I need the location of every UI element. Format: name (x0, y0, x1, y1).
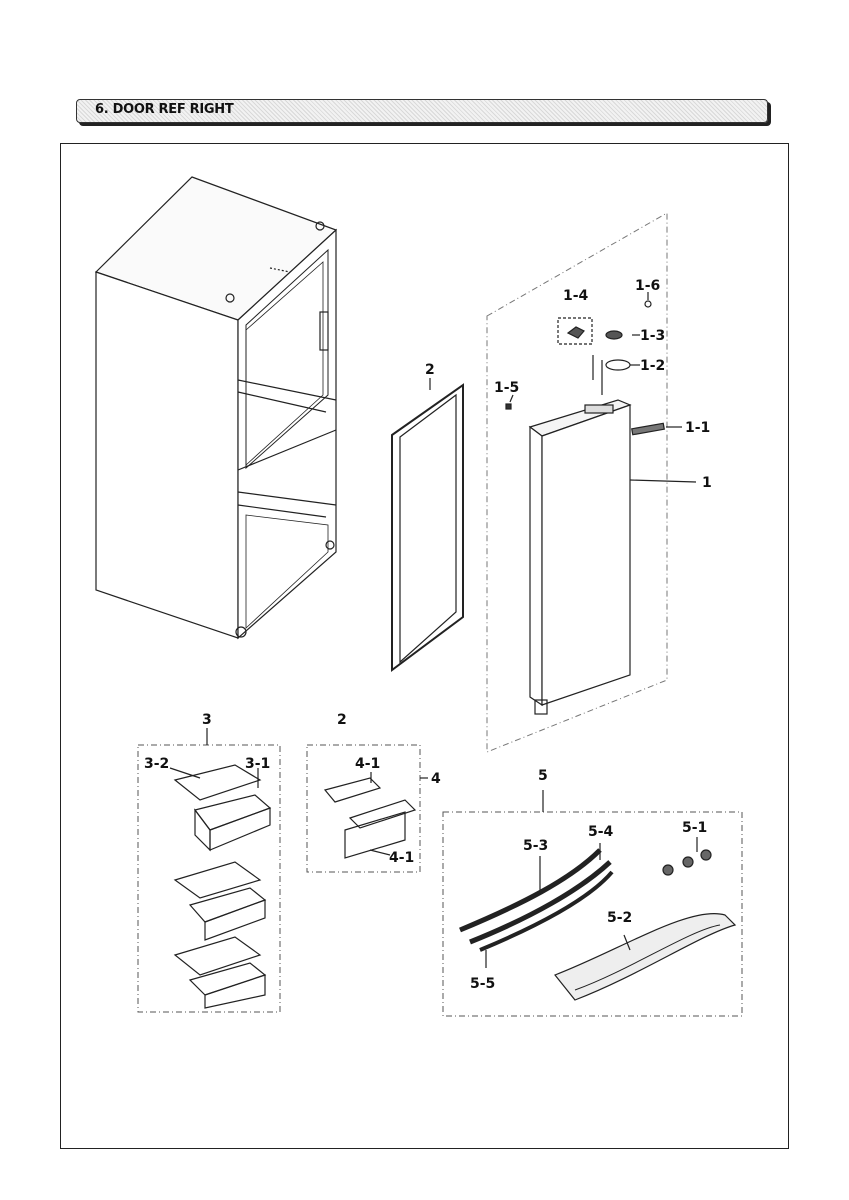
door-gasket (392, 385, 463, 670)
label-2-gasket: 2 (425, 362, 435, 378)
screw-1-5 (506, 404, 511, 409)
hinge-1-2 (593, 355, 630, 395)
label-1-5: 1-5 (494, 380, 520, 396)
screw-1-6 (645, 301, 651, 307)
label-1-3: 1-3 (640, 328, 666, 344)
label-5-3: 5-3 (523, 838, 549, 854)
hinge-cover-1-4 (558, 318, 592, 344)
refrigerator-cabinet (96, 177, 336, 638)
label-5-5: 5-5 (470, 976, 496, 992)
shelf-5-2 (555, 914, 735, 1000)
section-title: 6. DOOR REF RIGHT (95, 102, 234, 117)
label-1-1: 1-1 (685, 420, 711, 436)
refrigerator-door (530, 400, 630, 714)
label-5-1: 5-1 (682, 820, 708, 836)
hinge-1-3 (606, 331, 622, 339)
label-1-2: 1-2 (640, 358, 666, 374)
label-5-2: 5-2 (607, 910, 633, 926)
fasteners-5-1 (663, 850, 711, 875)
label-1-4: 1-4 (563, 288, 589, 304)
label-4-1-bottom: 4-1 (389, 850, 415, 866)
label-3: 3 (202, 712, 212, 728)
handle-part-1-1 (632, 423, 665, 434)
label-3-1: 3-1 (245, 756, 271, 772)
label-3-2: 3-2 (144, 756, 170, 772)
label-1: 1 (702, 475, 712, 491)
label-2-bottom: 2 (337, 712, 347, 728)
tubes-5-3-5-4 (460, 850, 612, 950)
label-5: 5 (538, 768, 548, 784)
label-1-6: 1-6 (635, 278, 661, 294)
door-guard-3-1 (175, 765, 270, 1008)
label-5-4: 5-4 (588, 824, 614, 840)
label-4-1-top: 4-1 (355, 756, 381, 772)
label-4: 4 (431, 771, 441, 787)
guard-4-1 (325, 778, 415, 858)
